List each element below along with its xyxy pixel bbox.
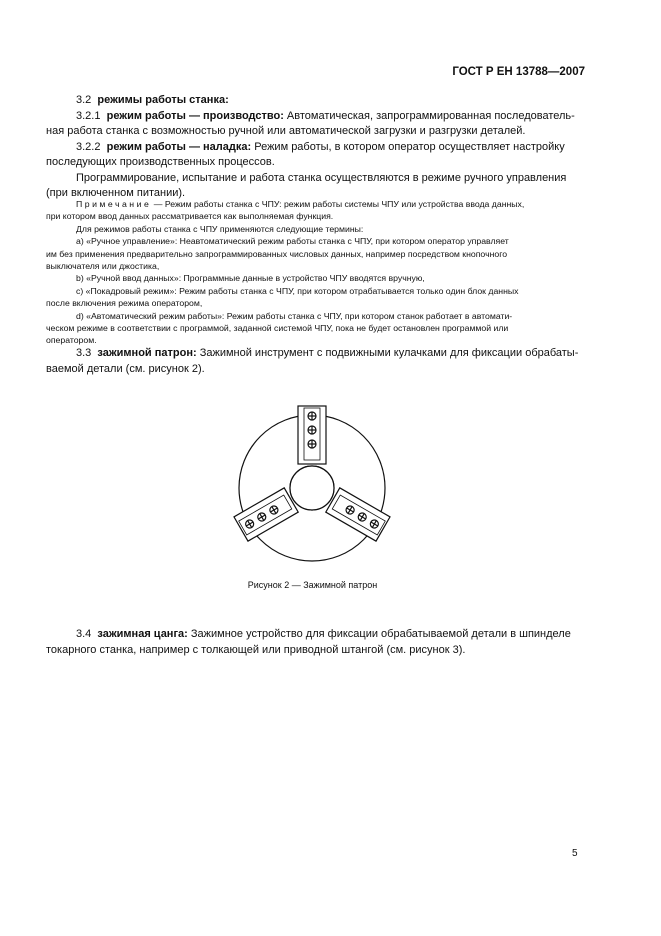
section-3-2: 3.2 режимы работы станка: 3.2.1 режим работы — производство: Автоматическая, запрограммированная последователь- ная работа станка с возможностью ручной или автоматической загрузки и разгрузки деталей. 3.2.2 режим работы — наладка: Режим работы, в котором оператор осуществляет настройку последующих производственных процессов. Программирование, испытание и работа станка осуществляются в режиме ручного управления (при включенном питании). [46, 93, 584, 202]
term-chuck: зажимной патрон: [97, 347, 197, 359]
section-3-2-title: режимы работы станка: [97, 94, 229, 106]
item-3-2-2: 3.2.2 режим работы — наладка: Режим работы, в котором оператор осуществляет настройку [76, 140, 565, 153]
section-3-2-heading: 3.2 режимы работы станка: [76, 94, 229, 106]
note-block: Примечание — Режим работы станка с ЧПУ: режим работы системы ЧПУ или устройства ввода данных, при котором ввод данных рассматривается как выполняемая функция. Для режимов работы станка с ЧПУ применяются следующие термины: а) «Ручное управление»: Неавтоматический режим работы станка с ЧПУ, при котором оператор управляет им без применения предварительно запрограммированных числовых данных, например посредством кнопочного выключателя или джостика, b) «Ручной ввод данных»: Программные данные в устройство ЧПУ вводятся вручную, c) «Покадровый режим»: Режим работы станка с ЧПУ, при котором отрабатывается только один блок данных после включения режима оператором, d) «Автоматический режим работы»: Режим работы станка с ЧПУ, при котором станок работает в автомати- ческом режиме в соответствии с программой, заданной системой ЧПУ, пока не будет остановлен программой или оператором. [46, 198, 584, 347]
chuck-drawing [232, 400, 392, 566]
figure-caption: Рисунок 2 — Зажимной патрон [247, 580, 378, 590]
jaw-left [234, 488, 298, 541]
note-item-c: c) «Покадровый режим»: Режим работы станка с ЧПУ, при котором отрабатывается только один блок данных [76, 285, 519, 296]
note-line-1: Примечание — Режим работы станка с ЧПУ: режим работы системы ЧПУ или устройства ввода данных, [76, 199, 525, 209]
section-3-3: 3.3 зажимной патрон: Зажимной инструмент с подвижными кулачками для фиксации обрабаты- ваемой детали (см. рисунок 2). [46, 347, 579, 375]
jaw-top [298, 406, 326, 464]
note-item-b: b) «Ручной ввод данных»: Программные данные в устройство ЧПУ вводятся вручную, [76, 273, 425, 284]
term-production: режим работы — производство: [106, 109, 284, 122]
document-header: ГОСТ Р ЕН 13788—2007 [452, 66, 585, 78]
programming-paragraph: Программирование, испытание и работа станка осуществляются в режиме ручного управления [76, 171, 567, 184]
term-setup: режим работы — наладка: [106, 140, 252, 153]
term-collet: зажимная цанга: [97, 628, 188, 640]
note-item-a: а) «Ручное управление»: Неавтоматический режим работы станка с ЧПУ, при котором оператор управляет [76, 236, 509, 247]
note-label: Примечание [76, 199, 152, 209]
note-item-d: d) «Автоматический режим работы»: Режим работы станка с ЧПУ, при котором станок работает в автомати- [76, 310, 513, 321]
chuck-center-bore-fill [290, 466, 334, 510]
item-3-2-1: 3.2.1 режим работы — производство: Автоматическая, запрограммированная последователь- [76, 109, 575, 122]
page-number: 5 [572, 848, 578, 859]
jaw-right [326, 488, 390, 541]
section-3-4: 3.4 зажимная цанга: Зажимное устройство для фиксации обрабатываемой детали в шпинделе токарного станка, например с толкающей или приводной штангой (см. рисунок 3). [46, 628, 571, 656]
